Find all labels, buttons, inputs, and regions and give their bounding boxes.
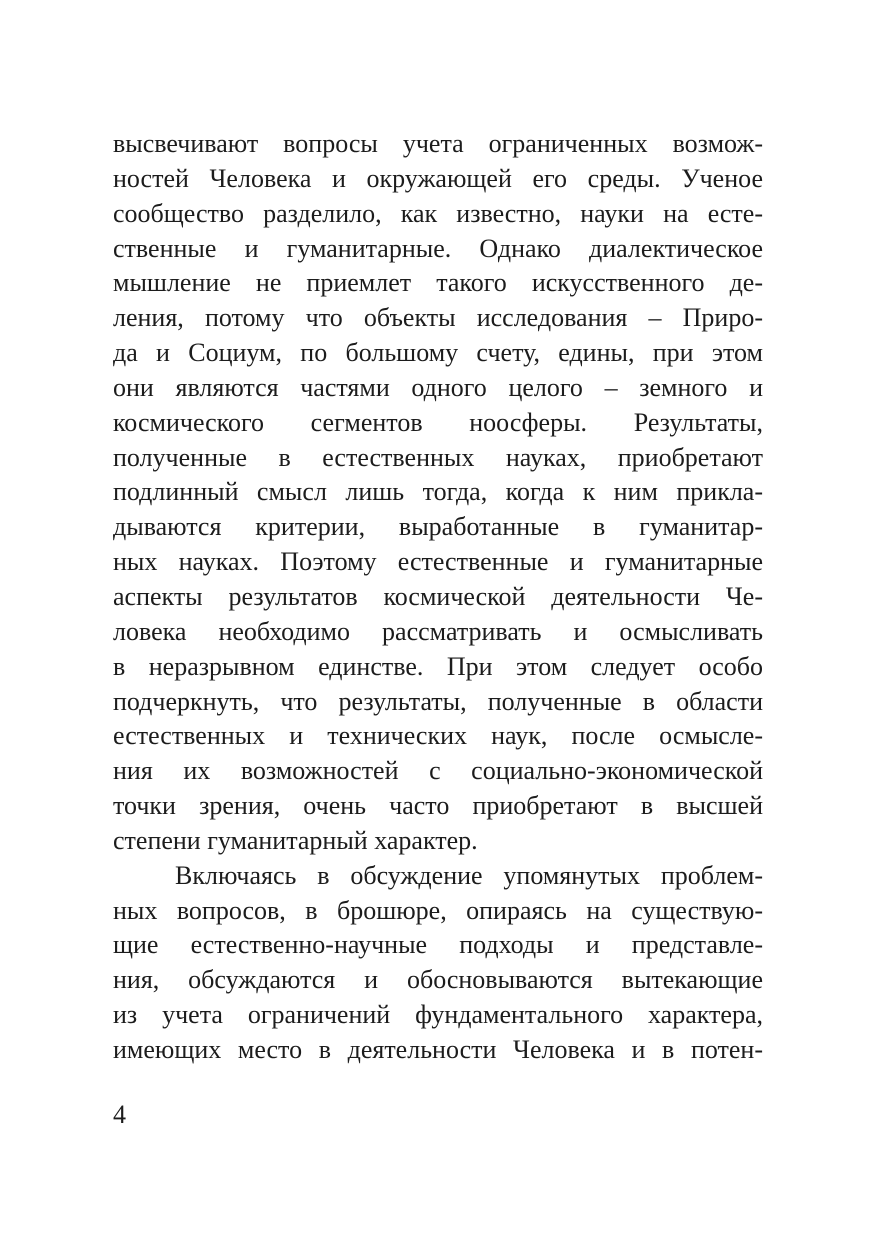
text-line: точки зрения, очень часто приобретают в высшей xyxy=(113,791,763,821)
text-line: полученные в естественных науках, приобретают xyxy=(113,442,763,472)
text-line: ностей Человека и окружающей его среды. Ученое xyxy=(113,163,763,193)
text-line: аспекты результатов космической деятельности Че- xyxy=(113,581,763,611)
text-line: ных вопросов, в брошюре, опираясь на существую- xyxy=(113,895,763,925)
text-line: степени гуманитарный характер. xyxy=(113,825,478,855)
text-line: естественных и технических наук, после осмысле- xyxy=(113,721,763,751)
text-line: из учета ограничений фундаментального характера, xyxy=(113,1000,763,1030)
text-line: щие естественно-научные подходы и представле- xyxy=(113,930,763,960)
body-text xyxy=(113,127,763,1068)
text-line: ственные и гуманитарные. Однако диалектическое xyxy=(113,233,763,263)
text-line: ных науках. Поэтому естественные и гуманитарные xyxy=(113,547,763,577)
text-line: ния, обсуждаются и обосновываются вытекающие xyxy=(113,965,763,995)
text-line: в неразрывном единстве. При этом следует особо xyxy=(113,651,763,681)
text-line: ления, потому что объекты исследования – Приро- xyxy=(113,303,763,333)
text-line: ния их возможностей с социально-экономической xyxy=(113,756,763,786)
text-line: космического сегментов ноосферы. Результаты, xyxy=(113,407,763,437)
text-line: да и Социум, по большому счету, едины, при этом xyxy=(113,338,763,368)
paragraph-1 xyxy=(113,127,763,859)
text-line: подлинный смысл лишь тогда, когда к ним прикла- xyxy=(113,477,763,507)
text-line: высвечивают вопросы учета ограниченных возмож- xyxy=(113,129,763,158)
text-line: ловека необходимо рассматривать и осмысливать xyxy=(113,616,763,646)
text-line: мышление не приемлет такого искусственного де- xyxy=(113,268,763,298)
text-line: дываются критерии, выработанные в гуманитар- xyxy=(113,512,763,542)
text-line: сообщество разделило, как известно, науки на есте- xyxy=(113,198,763,228)
paragraph-2 xyxy=(113,859,763,1068)
page-number: 4 xyxy=(113,1100,126,1129)
text-line: они являются частями одного целого – земного и xyxy=(113,372,763,402)
text-line: Включаясь в обсуждение упомянутых проблем- xyxy=(175,860,763,890)
text-line: подчеркнуть, что результаты, полученные в области xyxy=(113,686,763,716)
text-line: имеющих место в деятельности Человека и в потен- xyxy=(113,1034,763,1064)
